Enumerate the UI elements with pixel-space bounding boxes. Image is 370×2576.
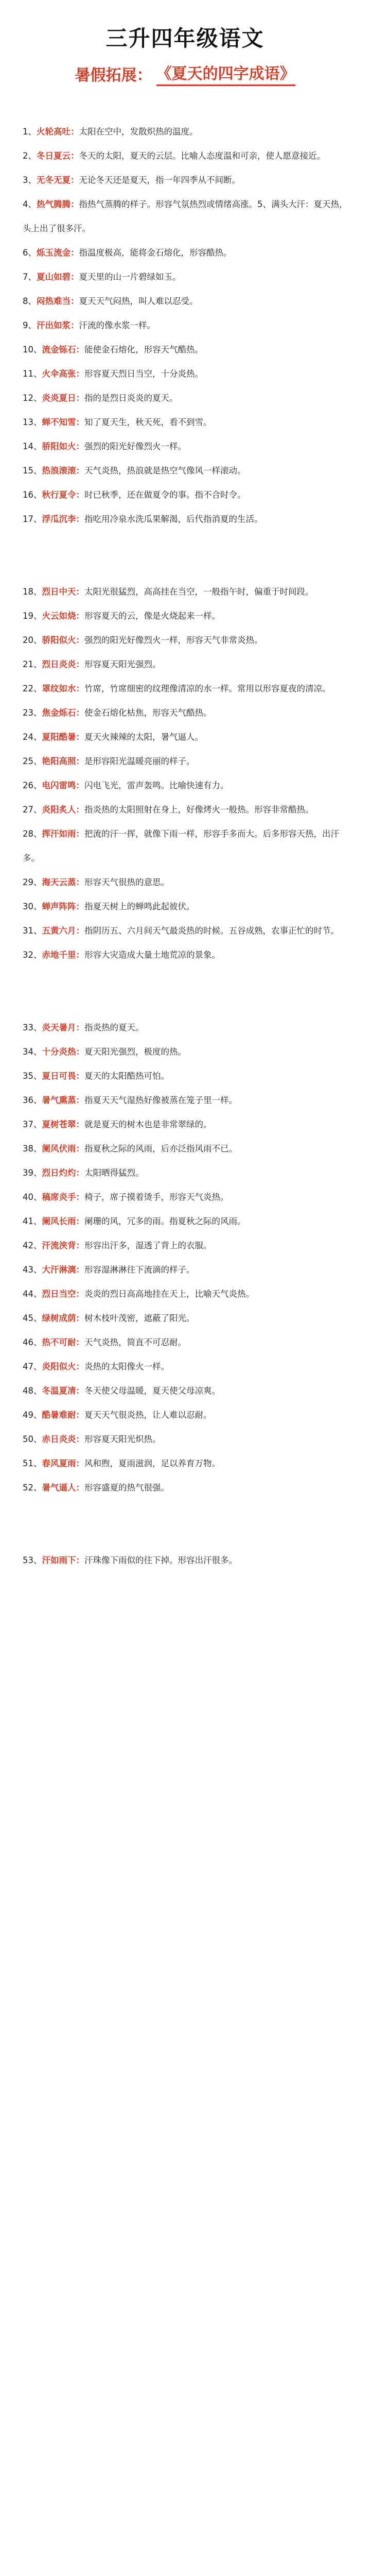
idiom-word: 蝉声阵阵： bbox=[42, 902, 84, 911]
idiom-number: 29、 bbox=[23, 877, 42, 887]
subtitle bbox=[0, 61, 370, 86]
idiom-entry bbox=[23, 168, 352, 192]
idiom-number: 2、 bbox=[23, 151, 37, 161]
idiom-word: 热不可耐： bbox=[42, 1337, 84, 1347]
idiom-definition: 炎炎的烈日高高地挂在天上，比喻天气炎热。 bbox=[84, 1289, 254, 1299]
idiom-definition: 指的是烈日炎炎的夏天。 bbox=[84, 393, 178, 403]
idiom-word: 酷暑难耐： bbox=[42, 1410, 84, 1420]
idiom-entry bbox=[23, 919, 352, 943]
idiom-definition: 强烈的阳光好像烈火一样，形容天气非常炎热。 bbox=[84, 635, 263, 645]
idiom-definition: 形容大灾造成大量土地荒凉的景象。 bbox=[84, 950, 220, 960]
idiom-word: 夏山如碧： bbox=[37, 272, 79, 282]
page-title: 三升四年级语文 bbox=[105, 26, 265, 51]
idiom-entry bbox=[23, 1185, 352, 1209]
idiom-number: 47、 bbox=[23, 1362, 42, 1371]
idiom-entry bbox=[23, 628, 352, 652]
idiom-word: 火云如烧： bbox=[42, 611, 84, 621]
idiom-word: 炎阳炙人： bbox=[42, 805, 84, 815]
idiom-entry bbox=[23, 362, 352, 386]
idiom-entry bbox=[23, 289, 352, 313]
idiom-word: 烈日当空： bbox=[42, 1289, 84, 1299]
idiom-word: 十分炎热： bbox=[42, 1047, 84, 1057]
idiom-definition: 夏天阳光强烈，极度的热。 bbox=[84, 1047, 186, 1057]
idiom-definition: 汗流的像水浆一样。 bbox=[79, 320, 155, 330]
idiom-entry bbox=[23, 192, 352, 241]
idiom-word: 浮瓜沉李： bbox=[42, 514, 84, 524]
idiom-word: 挥汗如雨： bbox=[42, 829, 84, 839]
idiom-entry bbox=[23, 1040, 352, 1064]
idiom-number: 31、 bbox=[23, 926, 42, 936]
idiom-definition: 强烈的阳光好像烈火一样。 bbox=[84, 442, 186, 451]
idiom-definition: 天气炎热，热浪就是热空气像风一样滚动。 bbox=[84, 466, 246, 476]
idiom-entry bbox=[23, 1233, 352, 1258]
subtitle-label: 暑假拓展： bbox=[75, 66, 152, 84]
idiom-definition: 形容天气很热的意思。 bbox=[84, 877, 169, 887]
idiom-number: 12、 bbox=[23, 393, 42, 403]
idiom-number: 13、 bbox=[23, 417, 42, 427]
idiom-word: 赤地千里： bbox=[42, 950, 84, 960]
idiom-word: 烈日中天： bbox=[42, 587, 84, 597]
idiom-definition: 太阳光很猛烈，高高挂在当空，一般指午时，偏重于时间段。 bbox=[84, 587, 314, 597]
idiom-number: 33、 bbox=[23, 1023, 42, 1032]
idiom-word: 火伞高张： bbox=[42, 369, 84, 379]
idiom-entry bbox=[23, 434, 352, 459]
idiom-group-2 bbox=[23, 580, 352, 967]
idiom-entry bbox=[23, 701, 352, 725]
idiom-entry bbox=[23, 1137, 352, 1161]
idiom-entry bbox=[23, 1403, 352, 1427]
idiom-definition: 冬天使父母温暖，夏天使父母凉爽。 bbox=[84, 1386, 220, 1396]
idiom-definition: 指阴历五、六月间天气最炎热的时候。五谷成熟，农事正忙的时节。 bbox=[84, 926, 339, 936]
idiom-list bbox=[23, 120, 352, 1572]
idiom-number: 27、 bbox=[23, 805, 42, 815]
idiom-number: 9、 bbox=[23, 320, 37, 330]
idiom-entry bbox=[23, 1161, 352, 1185]
idiom-definition: 夏天天气闷热，叫人难以忍受。 bbox=[79, 296, 198, 306]
idiom-definition: 把流的汗一挥，就像下雨一样，形容手多而大。后多形容天热，出汗多。 bbox=[23, 829, 339, 863]
idiom-word: 冬温夏凊： bbox=[42, 1386, 84, 1396]
idiom-entry bbox=[23, 337, 352, 362]
idiom-number: 42、 bbox=[23, 1241, 42, 1250]
idiom-entry bbox=[23, 1258, 352, 1282]
idiom-number: 10、 bbox=[23, 345, 42, 354]
idiom-number: 52、 bbox=[23, 1483, 42, 1493]
idiom-number: 34、 bbox=[23, 1047, 42, 1057]
idiom-definition: 指夏秋之际的风雨，后亦泛指风雨不已。 bbox=[84, 1144, 237, 1154]
idiom-number: 24、 bbox=[23, 732, 42, 742]
idiom-number: 11、 bbox=[23, 369, 42, 379]
idiom-definition: 指温度极高，能将金石熔化，形容酷热。 bbox=[79, 248, 232, 258]
idiom-definition: 时已秋季，还在做夏令的事。指不合时令。 bbox=[84, 490, 246, 500]
idiom-definition: 是形容阳光温暖亮丽的样子。 bbox=[84, 756, 195, 766]
idiom-word: 春风夏雨： bbox=[42, 1459, 84, 1468]
idiom-definition: 夏天天气很炎热，让人难以忍耐。 bbox=[84, 1410, 212, 1420]
idiom-entry bbox=[23, 580, 352, 604]
idiom-word: 汗出如浆： bbox=[37, 320, 79, 330]
idiom-word: 赤日炎炎： bbox=[42, 1434, 84, 1444]
idiom-definition: 形容出汗多，湿透了背上的衣服。 bbox=[84, 1241, 212, 1250]
idiom-number: 38、 bbox=[23, 1144, 42, 1154]
idiom-group-1 bbox=[23, 120, 352, 531]
idiom-definition: 竹席，竹席细密的纹理像清凉的水一样。常用以形容夏夜的清凉。 bbox=[84, 684, 331, 693]
idiom-definition: 椅子，席子摸着烫手，形容天气炎热。 bbox=[84, 1192, 229, 1202]
idiom-entry bbox=[23, 943, 352, 967]
idiom-definition: 形容湿淋淋往下流滴的样子。 bbox=[84, 1265, 195, 1275]
idiom-entry bbox=[23, 1282, 352, 1306]
idiom-number: 32、 bbox=[23, 950, 42, 960]
idiom-entry bbox=[23, 1330, 352, 1354]
idiom-number: 7、 bbox=[23, 272, 37, 282]
idiom-entry bbox=[23, 604, 352, 628]
idiom-definition: 太阳在空中，发散炽热的温度。 bbox=[79, 127, 198, 137]
idiom-number: 36、 bbox=[23, 1095, 42, 1105]
idiom-word: 骄阳如火： bbox=[42, 442, 84, 451]
idiom-definition: 指夏天天气湿热好像被蒸在笼子里一样。 bbox=[84, 1095, 237, 1105]
idiom-entry bbox=[23, 1306, 352, 1330]
idiom-number: 44、 bbox=[23, 1289, 42, 1299]
idiom-word: 电闪雷鸣： bbox=[42, 781, 84, 790]
group-spacer bbox=[23, 531, 352, 580]
idiom-word: 罩纹如水： bbox=[42, 684, 84, 693]
idiom-entry bbox=[23, 1476, 352, 1500]
idiom-word: 秋行夏令： bbox=[42, 490, 84, 500]
idiom-word: 夏日可畏： bbox=[42, 1071, 84, 1081]
idiom-number: 39、 bbox=[23, 1168, 42, 1178]
idiom-word: 夏树苍翠： bbox=[42, 1120, 84, 1129]
idiom-number: 25、 bbox=[23, 756, 42, 766]
group-spacer bbox=[23, 967, 352, 1015]
idiom-definition: 天气炎热，简直不可忍耐。 bbox=[84, 1337, 186, 1347]
idiom-entry bbox=[23, 1379, 352, 1403]
idiom-word: 焦金烁石： bbox=[42, 708, 84, 718]
idiom-definition: 夏天火辣辣的太阳，暑气逼人。 bbox=[84, 732, 203, 742]
idiom-word: 烈日灼灼： bbox=[42, 1168, 84, 1178]
idiom-definition: 就是夏天的树木也是非常翠绿的。 bbox=[84, 1120, 212, 1129]
idiom-definition: 形容夏天烈日当空，十分炎热。 bbox=[84, 369, 203, 379]
idiom-word: 无冬无夏： bbox=[37, 175, 79, 185]
idiom-word: 炎炎夏日： bbox=[42, 393, 84, 403]
idiom-word: 大汗淋漓： bbox=[42, 1265, 84, 1275]
idiom-group-3 bbox=[23, 1015, 352, 1500]
idiom-entry bbox=[23, 1064, 352, 1088]
idiom-entry bbox=[23, 410, 352, 434]
idiom-entry bbox=[23, 1354, 352, 1379]
idiom-entry bbox=[23, 241, 352, 265]
idiom-number: 26、 bbox=[23, 781, 42, 790]
idiom-definition: 指炎热的太阳照射在身上，好像烤火一般热。形容非常酷热。 bbox=[84, 805, 314, 815]
idiom-word: 炎天暑月： bbox=[42, 1023, 84, 1032]
idiom-word: 绿树成荫： bbox=[42, 1313, 84, 1323]
idiom-number: 18、 bbox=[23, 587, 42, 597]
idiom-entry bbox=[23, 676, 352, 701]
idiom-entry bbox=[23, 894, 352, 919]
idiom-word: 流金铄石： bbox=[42, 345, 84, 354]
idiom-definition: 使金石熔化枯焦，形容天气酷热。 bbox=[84, 708, 212, 718]
idiom-definition: 形容夏天的云，像是火烧起来一样。 bbox=[84, 611, 220, 621]
idiom-entry bbox=[23, 798, 352, 822]
idiom-word: 海天云蒸： bbox=[42, 877, 84, 887]
idiom-definition: 能使金石熔化，形容天气酷热。 bbox=[84, 345, 203, 354]
idiom-word: 烈日炎炎： bbox=[42, 659, 84, 669]
idiom-number: 53、 bbox=[23, 1555, 42, 1565]
idiom-entry bbox=[23, 483, 352, 507]
idiom-word: 烁玉流金： bbox=[37, 248, 79, 258]
idiom-definition: 无论冬天还是夏天，指一年四季从不间断。 bbox=[79, 175, 240, 185]
idiom-word: 阑风长雨： bbox=[42, 1216, 84, 1226]
idiom-definition: 炎热的太阳像火一样。 bbox=[84, 1362, 169, 1371]
idiom-entry bbox=[23, 1015, 352, 1040]
idiom-word: 艳阳高照： bbox=[42, 756, 84, 766]
idiom-word: 汗流浃背： bbox=[42, 1241, 84, 1250]
idiom-definition: 太阳晒得猛烈。 bbox=[84, 1168, 144, 1178]
idiom-number: 22、 bbox=[23, 684, 42, 693]
idiom-word: 闷热难当： bbox=[37, 296, 79, 306]
idiom-definition: 汗珠像下雨似的往下掉。形容出汗很多。 bbox=[84, 1555, 237, 1565]
idiom-entry bbox=[23, 870, 352, 894]
idiom-number: 35、 bbox=[23, 1071, 42, 1081]
idiom-word: 热气腾腾： bbox=[37, 199, 79, 209]
idiom-definition: 形容盛夏的热气很强。 bbox=[84, 1483, 169, 1493]
idiom-word: 阑风伏雨： bbox=[42, 1144, 84, 1154]
idiom-word: 炎阳似火： bbox=[42, 1362, 84, 1371]
idiom-definition: 树木枝叶茂密，遮蔽了阳光。 bbox=[84, 1313, 195, 1323]
idiom-word: 骄阳似火： bbox=[42, 635, 84, 645]
idiom-number: 21、 bbox=[23, 659, 42, 669]
idiom-number: 14、 bbox=[23, 442, 42, 451]
idiom-number: 45、 bbox=[23, 1313, 42, 1323]
idiom-definition: 指热气蒸腾的样子。形容气氛热烈或情绪高涨。5、满头大汗：夏天热，头上出了很多汗。 bbox=[23, 199, 348, 233]
idiom-number: 20、 bbox=[23, 635, 42, 645]
idiom-number: 16、 bbox=[23, 490, 42, 500]
idiom-definition: 阑珊的风，冗多的雨。指夏秋之际的风雨。 bbox=[84, 1216, 246, 1226]
idiom-definition: 知了夏天生，秋天死，看不到雪。 bbox=[84, 417, 212, 427]
idiom-number: 28、 bbox=[23, 829, 42, 839]
idiom-word: 五黄六月： bbox=[42, 926, 84, 936]
idiom-definition: 风和煦，夏雨滋润，足以养育万物。 bbox=[84, 1459, 220, 1468]
idiom-number: 3、 bbox=[23, 175, 37, 185]
idiom-word: 暑气熏蒸： bbox=[42, 1095, 84, 1105]
idiom-entry bbox=[23, 773, 352, 798]
idiom-number: 8、 bbox=[23, 296, 37, 306]
idiom-number: 49、 bbox=[23, 1410, 42, 1420]
idiom-word: 汗如雨下： bbox=[42, 1555, 84, 1565]
idiom-number: 23、 bbox=[23, 708, 42, 718]
idiom-entry bbox=[23, 144, 352, 168]
idiom-number: 19、 bbox=[23, 611, 42, 621]
idiom-word: 稿席炎手： bbox=[42, 1192, 84, 1202]
idiom-word: 暑气逼人： bbox=[42, 1483, 84, 1493]
idiom-definition: 夏天的太阳酷热可怕。 bbox=[84, 1071, 169, 1081]
idiom-number: 43、 bbox=[23, 1265, 42, 1275]
idiom-definition: 夏天里的山一片碧绿如玉。 bbox=[79, 272, 181, 282]
idiom-word: 火轮高吐： bbox=[37, 127, 79, 137]
idiom-number: 51、 bbox=[23, 1459, 42, 1468]
idiom-number: 1、 bbox=[23, 127, 37, 137]
subtitle-topic: 《夏天的四字成语》 bbox=[156, 61, 295, 86]
idiom-entry bbox=[23, 313, 352, 337]
idiom-number: 30、 bbox=[23, 902, 42, 911]
idiom-number: 48、 bbox=[23, 1386, 42, 1396]
idiom-definition: 形容夏天阳光炽热。 bbox=[84, 1434, 161, 1444]
idiom-group-4 bbox=[23, 1548, 352, 1572]
idiom-definition: 闪电飞光，雷声轰鸣。比喻快速有力。 bbox=[84, 781, 229, 790]
idiom-definition: 指炎热的夏天。 bbox=[84, 1023, 144, 1032]
idiom-entry bbox=[23, 1112, 352, 1137]
idiom-number: 46、 bbox=[23, 1337, 42, 1347]
idiom-entry bbox=[23, 507, 352, 531]
idiom-definition: 冬天的太阳，夏天的云层。比喻人态度温和可亲，使人愿意接近。 bbox=[79, 151, 325, 161]
idiom-number: 40、 bbox=[23, 1192, 42, 1202]
idiom-number: 17、 bbox=[23, 514, 42, 524]
idiom-number: 37、 bbox=[23, 1120, 42, 1129]
idiom-word: 冬日夏云： bbox=[37, 151, 79, 161]
idiom-entry bbox=[23, 749, 352, 773]
idiom-entry bbox=[23, 822, 352, 870]
idiom-entry bbox=[23, 1209, 352, 1233]
idiom-entry bbox=[23, 1088, 352, 1112]
idiom-entry bbox=[23, 652, 352, 676]
idiom-entry bbox=[23, 120, 352, 144]
idiom-word: 夏阳酷暑： bbox=[42, 732, 84, 742]
idiom-number: 41、 bbox=[23, 1216, 42, 1226]
idiom-entry bbox=[23, 265, 352, 289]
idiom-definition: 指夏天树上的蝉鸣此起彼伏。 bbox=[84, 902, 195, 911]
idiom-number: 50、 bbox=[23, 1434, 42, 1444]
idiom-definition: 形容夏天阳光强烈。 bbox=[84, 659, 161, 669]
idiom-word: 热浪滚滚： bbox=[42, 466, 84, 476]
idiom-word: 蝉不知雪： bbox=[42, 417, 84, 427]
idiom-definition: 指吃用冷泉水洗瓜果解渴，后代指消夏的生活。 bbox=[84, 514, 263, 524]
group-spacer bbox=[23, 1500, 352, 1548]
idiom-number: 15、 bbox=[23, 466, 42, 476]
idiom-entry bbox=[23, 1548, 352, 1572]
idiom-number: 6、 bbox=[23, 248, 37, 258]
idiom-number: 4、 bbox=[23, 199, 37, 209]
idiom-entry bbox=[23, 725, 352, 749]
idiom-entry bbox=[23, 1451, 352, 1476]
idiom-entry bbox=[23, 1427, 352, 1451]
idiom-entry bbox=[23, 386, 352, 410]
idiom-entry bbox=[23, 459, 352, 483]
